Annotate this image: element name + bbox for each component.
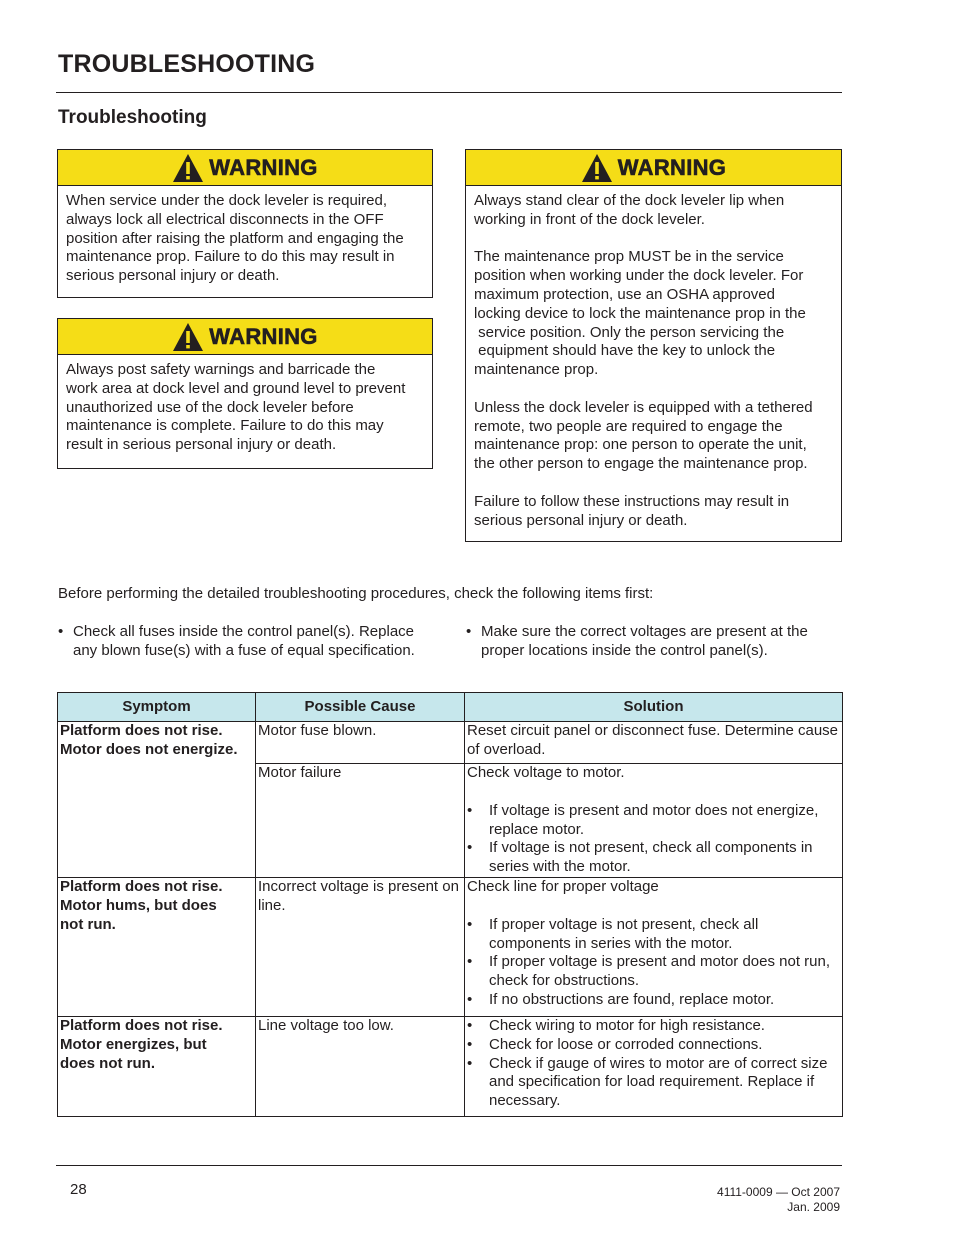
table-row (58, 722, 843, 764)
warning-box-barricade (57, 318, 433, 469)
warning-label: WARNING (617, 154, 727, 180)
list-item: • If proper voltage is not present, check all components in series with the motor. (467, 915, 759, 952)
list-item: • If proper voltage is present and motor does not run, check for obstructions. (467, 953, 831, 990)
solution-steps (467, 916, 840, 1010)
list-item: • If no obstructions are found, replace motor. (467, 990, 775, 1008)
cause-cell: Incorrect voltage is present on line. (256, 878, 465, 1017)
column-header-cause: Possible Cause (256, 693, 465, 722)
cause-cell: Motor failure (256, 764, 465, 878)
revision-date: Jan. 2009 (787, 1200, 840, 1214)
warning-header (466, 150, 841, 186)
header-divider (56, 92, 842, 93)
check-list-right (466, 622, 836, 660)
warning-triangle-icon (581, 153, 613, 183)
solution-cell: Check line for proper voltage • If proper voltage is not present, check all components in series with the motor. • If proper voltage is present and motor does not run, check for obstructions. • If no obstructions are found, replace motor. (465, 878, 843, 1017)
list-item: • If voltage is present and motor does not energize, replace motor. (467, 801, 819, 838)
solution-cell: Check voltage to motor. • If voltage is present and motor does not energize, replace motor. • If voltage is not present, check all components in series with the motor. (465, 764, 843, 878)
page-title: TROUBLESHOOTING (58, 50, 316, 78)
warning-box-electrical (57, 149, 433, 298)
cause-cell: Line voltage too low. (256, 1017, 465, 1117)
intro-text: Before performing the detailed troubleshooting procedures, check the following items first: (58, 585, 654, 602)
table-row (58, 878, 843, 1017)
list-item: • Check if gauge of wires to motor are of correct size and specification for load requirement. Replace if necessary. (467, 1054, 828, 1110)
list-item: • If voltage is not present, check all components in series with the motor. (467, 839, 813, 876)
warning-header (58, 319, 432, 355)
warning-header (58, 150, 432, 186)
warning-box-maintenance-prop (465, 149, 842, 542)
page-number: 28 (70, 1181, 87, 1198)
warning-triangle-icon (172, 153, 204, 183)
document-id (717, 1185, 840, 1215)
warning-triangle-icon (172, 322, 204, 352)
solution-steps (467, 802, 840, 877)
list-item: • Make sure the correct voltages are present at the proper locations inside the control panel(s). (466, 623, 808, 659)
warning-text: Always post safety warnings and barricade the work area at dock level and ground level to prevent unauthorized use of the dock leveler before maintenance is complete. Failure to do this may result in serious personal injury or death. (66, 361, 406, 454)
footer-divider (56, 1165, 842, 1166)
symptom-cell: Platform does not rise. Motor energizes, but does not run. (58, 1017, 256, 1117)
warning-text: Always stand clear of the dock leveler lip when working in front of the dock leveler. The maintenance prop MUST be in the service position when working under the dock leveler. For maximum protection, use an OSHA approved locking device to lock the maintenance prop in the service position. Only the person servicing the equipment should have the key to unlock the maintenance prop. Unless the dock leveler is equipped with a tethered remote, two people are required to engage the maintenance prop: one person to operate the unit, the other person to engage the maintenance prop. Failure to follow these instructions may result in serious personal injury or death. (474, 192, 813, 529)
list-item: • Check all fuses inside the control panel(s). Replace any blown fuse(s) with a fuse of equal specification. (58, 623, 415, 659)
symptom-cell: Platform does not rise. Motor hums, but does not run. (58, 878, 256, 1017)
solution-cell (465, 1017, 843, 1117)
warning-label: WARNING (209, 323, 318, 349)
solution-cell: Reset circuit panel or disconnect fuse. Determine cause of overload. (465, 722, 843, 764)
section-title: Troubleshooting (58, 107, 207, 128)
doc-id-line: 4111-0009 — Oct 2007 (717, 1185, 840, 1199)
column-header-solution: Solution (465, 693, 843, 722)
list-item: • Check wiring to motor for high resistance. (467, 1017, 765, 1034)
cause-cell: Motor fuse blown. (256, 722, 465, 764)
list-item: • Check for loose or corroded connections. (467, 1035, 763, 1053)
solution-steps (467, 1017, 840, 1111)
table-header-row (58, 693, 843, 722)
table-row (58, 1017, 843, 1117)
column-header-symptom: Symptom (58, 693, 256, 722)
check-list-left (58, 622, 438, 660)
warning-text: When service under the dock leveler is required, always lock all electrical disconnects in the OFF position after raising the platform and engaging the maintenance prop. Failure to do this may result in serious personal injury or death. (66, 192, 404, 285)
symptom-cell: Platform does not rise. Motor does not energize. (58, 722, 256, 878)
warning-label: WARNING (209, 154, 318, 180)
troubleshooting-table (57, 692, 843, 1117)
